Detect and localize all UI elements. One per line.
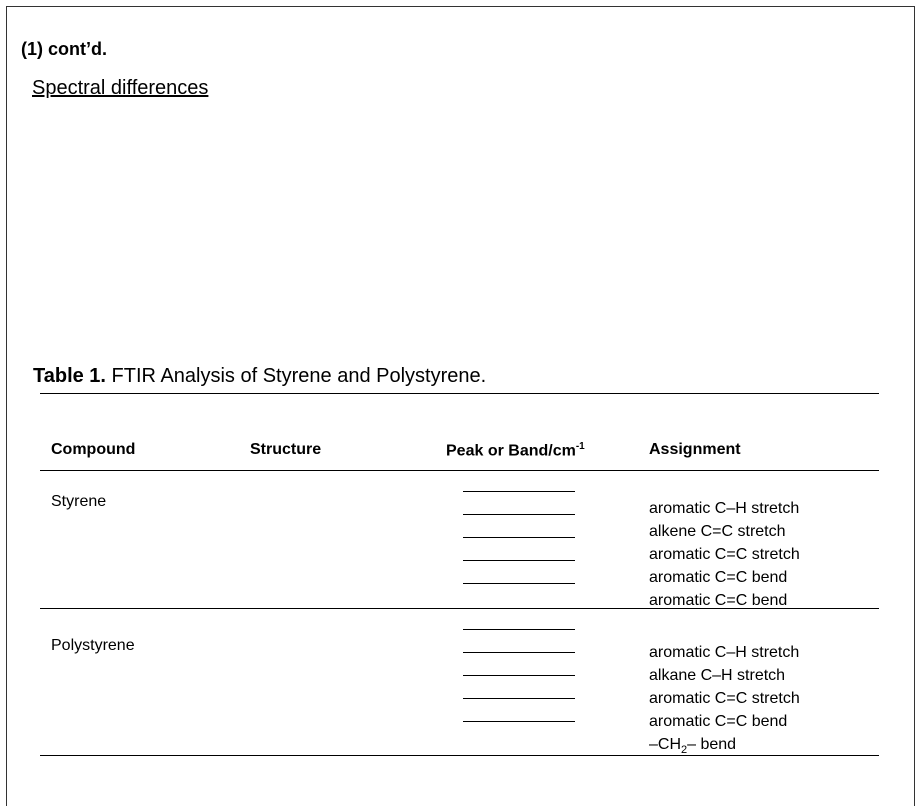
ch2-bend-subscript: 2 [681,744,688,757]
compound-styrene: Styrene [51,493,107,510]
header-peak-label: Peak or Band/cm [446,442,576,460]
section-heading: (1) cont’d. [21,39,107,59]
peak-blank[interactable] [463,583,575,584]
header-rule [40,470,879,471]
document-page [6,6,915,806]
peak-blank[interactable] [463,514,575,515]
header-peak [446,441,585,460]
peak-blank[interactable] [463,560,575,561]
table-caption [33,365,486,388]
ch2-bend-post: – bend [687,736,737,753]
assignment-item-ch2-bend [649,733,800,756]
peak-blank[interactable] [463,675,575,676]
assignment-item: aromatic C–H stretch [649,500,800,517]
peak-blank[interactable] [463,537,575,538]
assignment-item: aromatic C=C stretch [649,690,800,707]
header-peak-unit-exponent: -1 [575,441,585,452]
peak-blank[interactable] [463,721,575,722]
table-caption-label: Table 1. [33,365,106,387]
assignment-item: aromatic C=C bend [649,713,788,730]
table-top-rule [40,393,879,394]
header-compound: Compound [51,441,136,458]
assignment-list-polystyrene [649,641,800,756]
assignment-item: aromatic C=C bend [649,592,788,609]
peak-blank[interactable] [463,491,575,492]
peak-blank[interactable] [463,698,575,699]
header-structure: Structure [250,441,322,458]
compound-polystyrene: Polystyrene [51,637,135,654]
assignment-item: aromatic C–H stretch [649,644,800,661]
assignment-item: aromatic C=C stretch [649,546,800,563]
table-caption-text: FTIR Analysis of Styrene and Polystyrene. [106,365,487,387]
assignment-list-styrene [649,497,800,612]
row-divider [40,608,879,609]
header-assignment: Assignment [649,441,741,458]
subsection-title: Spectral differences [32,77,209,99]
assignment-item: alkene C=C stretch [649,523,786,540]
peak-blank[interactable] [463,652,575,653]
ch2-bend-pre: –CH [649,736,682,753]
assignment-item: alkane C–H stretch [649,667,786,684]
table-bottom-rule [40,755,879,756]
peak-blank[interactable] [463,629,575,630]
assignment-item: aromatic C=C bend [649,569,788,586]
